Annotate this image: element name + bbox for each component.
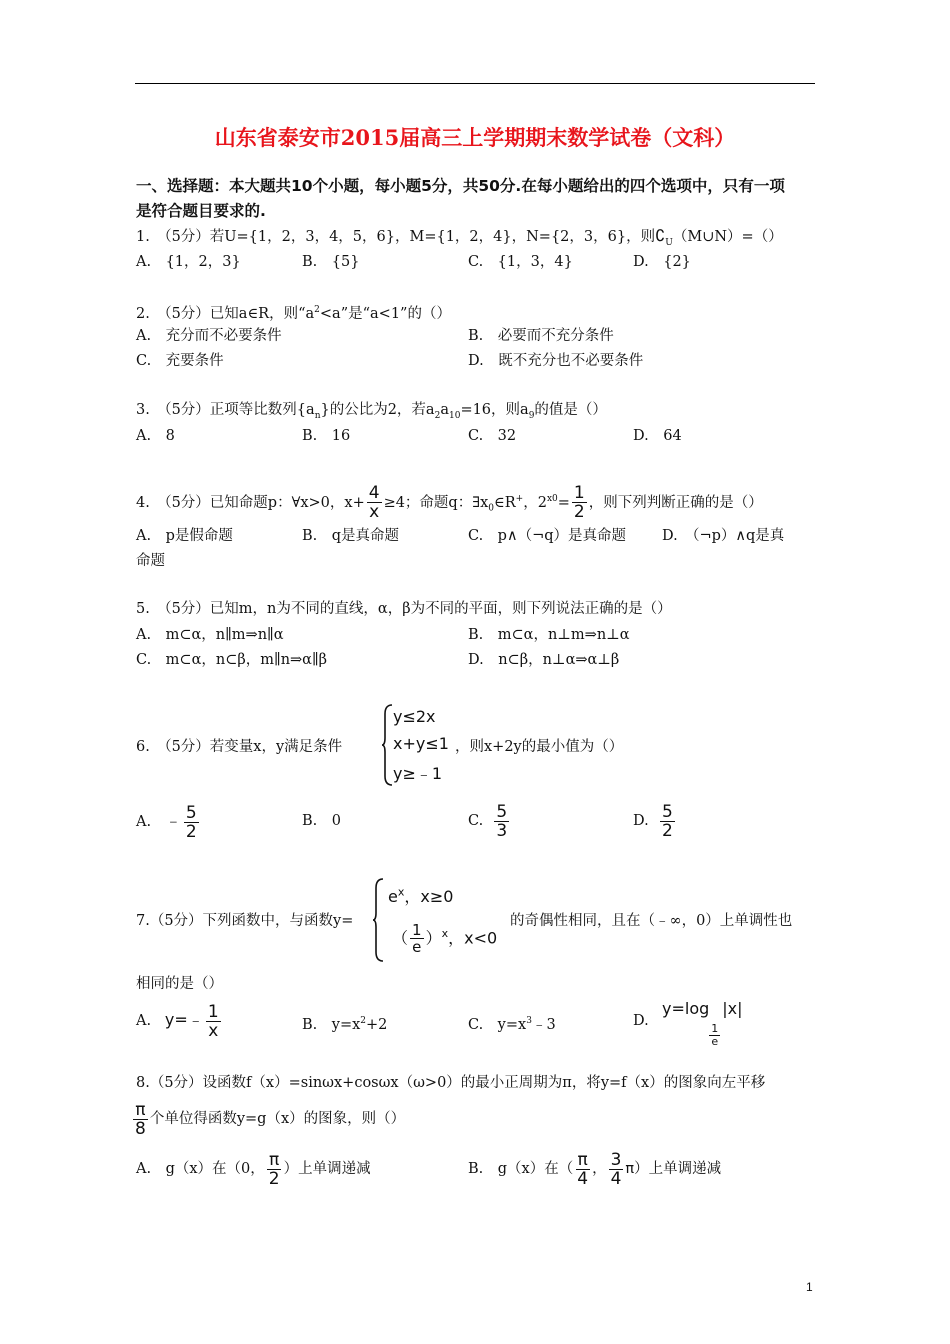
question-7-option-c: C. $y=x^3﹣3$ xyxy=(468,1016,556,1033)
document-title: 山东省泰安市2015届高三上学期期末数学试卷（文科） xyxy=(214,125,736,150)
question-1-stem: 1. （5分）若U={1，2，3，4，5，6}，M={1，2，4}，N={2，3，6}，则$∁_U(M\cup N)=()$ xyxy=(136,226,783,248)
question-7-option-d-expr: y=log $\frac{1}{e}$ |x| xyxy=(662,999,743,1048)
question-2-option-c: C. 充要条件 xyxy=(136,353,224,369)
question-7-stem-b: 的奇偶性相同，且在（﹣∞，0）上单调性也 xyxy=(510,913,793,929)
piecewise-case-2: （ $\frac{1}{e}$ ）$^x$，x<0 xyxy=(392,921,498,957)
question-7-option-b: B. $y=x^2+2$ xyxy=(302,1016,388,1033)
question-7-stem-a: 7.（5分）下列函数中，与函数y= xyxy=(136,913,354,929)
piecewise-case-1: $e^x$，x≥0 xyxy=(388,885,454,906)
question-8-option-a: A. g（x）在（0， $\frac{\pi}{2}$ ）上单调递减 xyxy=(136,1149,371,1189)
question-1-option-b: B. {5} xyxy=(302,254,360,270)
question-1-option-a: A. {1，2，3} xyxy=(136,254,241,270)
question-4-option-c: C. p∧（¬q）是真命题 xyxy=(468,528,627,544)
question-5-stem: 5. （5分）已知m，n为不同的直线，α，β为不同的平面，则下列说法正确的是（） xyxy=(136,601,672,617)
question-6-option-b: B. 0 xyxy=(302,813,341,829)
question-7-option-d-label: D. xyxy=(633,1013,649,1029)
header-rule xyxy=(135,83,815,84)
question-4-option-d-cont: 命题 xyxy=(136,553,165,569)
question-5-option-a: A. m⊂α，n∥m⇒n∥α xyxy=(136,627,284,643)
question-3-option-d: D. 64 xyxy=(633,428,682,444)
system-brace-icon xyxy=(381,704,393,786)
question-6-stem-b: ，则x+2y的最小值为（） xyxy=(455,739,624,755)
question-8-stem-b: $\frac{\pi}{8}$ 个单位得函数y=g（x）的图象，则（） xyxy=(135,1099,406,1139)
fraction-4-over-x: $\frac{4}{x}$ xyxy=(368,483,380,523)
question-7-stem-c: 相同的是（） xyxy=(136,976,223,992)
question-2-option-d: D. 既不充分也不必要条件 xyxy=(468,353,644,369)
question-3-option-c: C. 32 xyxy=(468,428,517,444)
question-8-option-b: B. g（x）在（ $\frac{\pi}{4}$ ， $\frac{3}{4}$ π）上单调递减 xyxy=(468,1149,722,1189)
question-6-option-d: D. $\frac{5}{2}$ xyxy=(633,801,673,841)
fraction-1-over-2: $\frac{1}{2}$ xyxy=(573,483,585,523)
question-1-option-d: D. {2} xyxy=(633,254,691,270)
question-6-stem-a: 6. （5分）若变量x，y满足条件 xyxy=(136,739,343,755)
section-heading-line2: 是符合题目要求的. xyxy=(136,202,266,220)
question-3-option-b: B. 16 xyxy=(302,428,351,444)
section-heading-line1: 一、选择题：本大题共10个小题，每小题5分，共50分.在每小题给出的四个选项中，只有一项 xyxy=(136,177,785,195)
question-6-option-a: A. ﹣ $\frac{5}{2}$ xyxy=(136,802,197,842)
question-6-option-c: C. $\frac{5}{3}$ xyxy=(468,801,508,841)
question-4-option-a: A. p是假命题 xyxy=(136,528,233,544)
question-7-option-a: A. y=﹣ $\frac{1}{x}$ xyxy=(136,1001,219,1041)
constraint-1: y≤2x xyxy=(393,707,436,726)
question-3-option-a: A. 8 xyxy=(136,428,175,444)
question-2-option-b: B. 必要而不充分条件 xyxy=(468,328,614,344)
question-5-option-d: D. n⊂β，n⊥α⇒α⊥β xyxy=(468,652,620,668)
page-number: 1 xyxy=(806,1280,813,1294)
question-2-stem: 2. （5分）已知a∈R，则“$a^2<a$”是“a<1”的（） xyxy=(136,305,451,322)
question-4-stem: 4. （5分）已知命题p：∀x>0，x+ $\frac{4}{x}$ ≥4；命题q：$\exists x_0\in R^+$，$2^{x0}=$ $\frac{1}{2}$ ，则下列判断正确的是（） xyxy=(136,483,763,523)
question-1-option-c: C. {1，3，4} xyxy=(468,254,573,270)
question-3-stem: 3. （5分）正项等比数列$\{a_n\}$的公比为2，若$a_2a_{10}=16$，则$a_9$的值是（） xyxy=(136,402,607,421)
constraint-3: y≥﹣1 xyxy=(393,764,443,783)
question-5-option-b: B. m⊂α，n⊥m⇒n⊥α xyxy=(468,627,630,643)
piecewise-brace-icon xyxy=(372,878,384,962)
question-5-option-c: C. m⊂α，n⊂β，m∥n⇒α∥β xyxy=(136,652,328,668)
question-4-option-d: D. （¬p）∧q是真 xyxy=(662,528,785,544)
question-8-stem-a: 8.（5分）设函数f（x）=sinωx+cosωx（ω>0）的最小正周期为π，将y=f（x）的图象向左平移 xyxy=(136,1075,766,1091)
constraint-2: x+y≤1 xyxy=(393,734,449,753)
question-2-option-a: A. 充分而不必要条件 xyxy=(136,328,282,344)
question-4-option-b: B. q是真命题 xyxy=(302,528,400,544)
